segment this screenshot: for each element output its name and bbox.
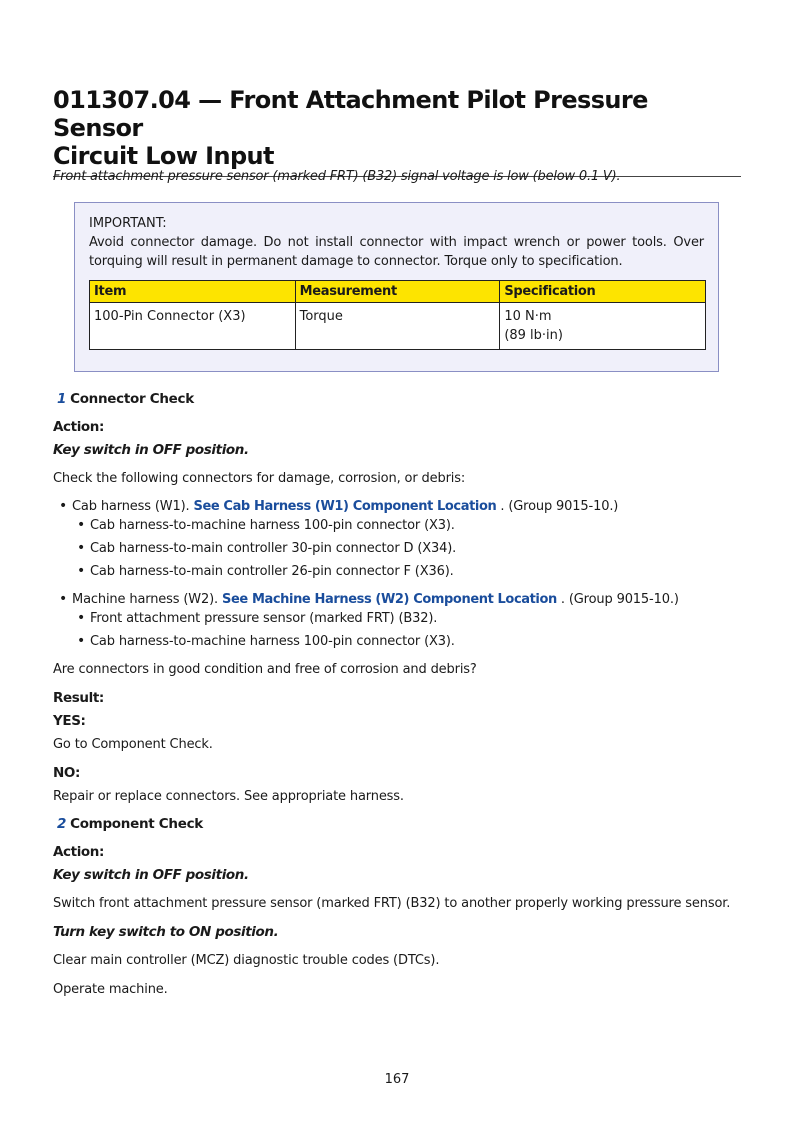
table-header-row — [90, 281, 706, 303]
step-1-question: Are connectors in good condition and free of corrosion and debris? — [53, 662, 477, 677]
no-label: NO: — [53, 765, 80, 781]
step-1-instruction: Check the following connectors for damage, corrosion, or debris: — [53, 471, 466, 486]
step-1-number: 1 — [57, 391, 67, 407]
spec-metric: 10 N·m — [504, 309, 552, 324]
machine-harness-prefix: Machine harness (W2). — [72, 592, 223, 607]
step-2-action-label: Action: — [53, 844, 105, 860]
title-line-2: Circuit Low Input — [53, 142, 274, 170]
step-1-title: Connector Check — [70, 391, 194, 407]
cell-measurement: Torque — [295, 303, 500, 350]
list-item: • Cab harness-to-main controller 26-pin connector F (X36). — [90, 564, 454, 579]
cab-harness-bullet — [72, 499, 618, 514]
step-2-text-2: Operate machine. — [53, 982, 168, 997]
no-text: Repair or replace connectors. See appropriate harness. — [53, 789, 404, 804]
table-row — [90, 303, 706, 350]
machine-harness-suffix: . (Group 9015-10.) — [556, 592, 679, 607]
important-notice-box — [74, 202, 719, 372]
cab-harness-prefix: Cab harness (W1). — [72, 499, 194, 514]
step-1-action-label: Action: — [53, 419, 105, 435]
title-line-1: 011307.04 — Front Attachment Pilot Pressure Sensor — [53, 86, 648, 142]
machine-harness-bullet — [72, 592, 679, 607]
step-1-heading — [53, 391, 194, 407]
list-item: • Cab harness-to-machine harness 100-pin connector (X3). — [90, 518, 455, 533]
step-2-heading — [53, 816, 203, 832]
step-2-instruction: Switch front attachment pressure sensor (marked FRT) (B32) to another properly working pressure sensor. — [53, 896, 731, 911]
cab-harness-location-link[interactable]: See Cab Harness (W1) Component Location — [193, 499, 497, 514]
list-item: • Cab harness-to-machine harness 100-pin connector (X3). — [90, 634, 455, 649]
yes-text: Go to Component Check. — [53, 737, 213, 752]
step-2-condition-2: Turn key switch to ON position. — [53, 924, 279, 940]
column-header-item: Item — [90, 281, 296, 303]
important-text: Avoid connector damage. Do not install connector with impact wrench or power tools. Over torquing will result in permanent damage to connector. Torque only to specification. — [89, 235, 704, 269]
step-1-condition: Key switch in OFF position. — [53, 442, 249, 458]
result-label: Result: — [53, 690, 104, 706]
step-2-title: Component Check — [70, 816, 203, 832]
page-title — [53, 86, 741, 177]
column-header-measurement: Measurement — [295, 281, 500, 303]
torque-spec-table — [89, 280, 706, 350]
yes-label: YES: — [53, 713, 86, 729]
column-header-specification: Specification — [500, 281, 706, 303]
step-2-condition: Key switch in OFF position. — [53, 867, 249, 883]
step-2-text-1: Clear main controller (MCZ) diagnostic trouble codes (DTCs). — [53, 953, 440, 968]
cell-item: 100-Pin Connector (X3) — [90, 303, 296, 350]
cab-harness-suffix: . (Group 9015-10.) — [496, 499, 619, 514]
cell-specification — [500, 303, 706, 350]
important-heading: IMPORTANT: — [89, 216, 167, 231]
page-number: 167 — [384, 1072, 410, 1087]
list-item: • Cab harness-to-main controller 30-pin connector D (X34). — [90, 541, 456, 556]
fault-description: Front attachment pressure sensor (marked FRT) (B32) signal voltage is low (below 0.1 V). — [53, 169, 621, 184]
step-2-number: 2 — [57, 816, 67, 832]
list-item: • Front attachment pressure sensor (marked FRT) (B32). — [90, 611, 437, 626]
machine-harness-location-link[interactable]: See Machine Harness (W2) Component Location — [222, 592, 557, 607]
spec-imperial: (89 lb·in) — [504, 328, 563, 343]
